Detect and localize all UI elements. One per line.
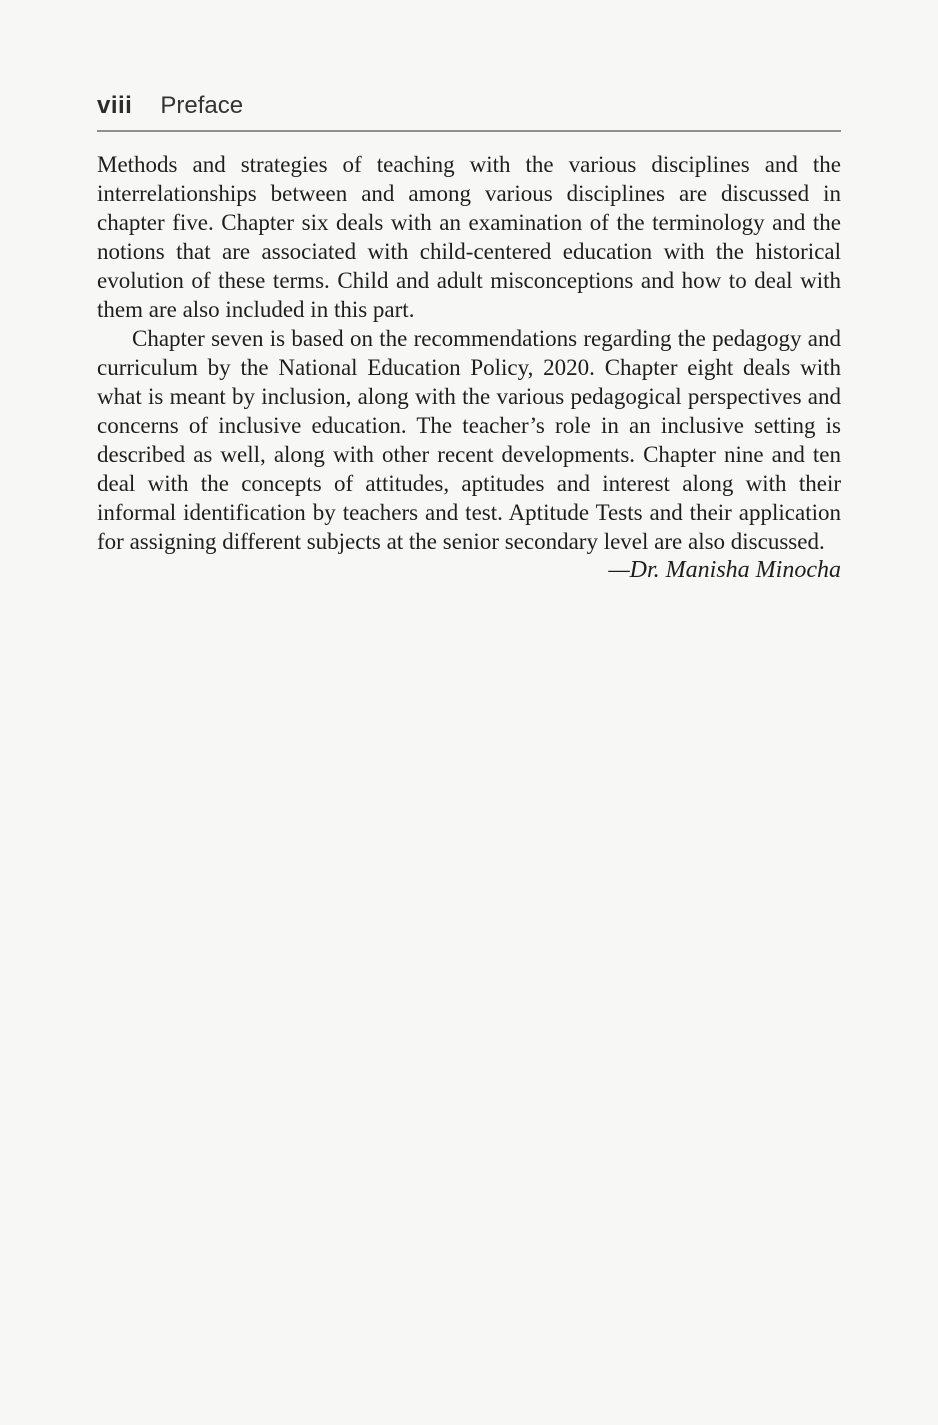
- page-number: viii: [97, 92, 133, 119]
- header-divider: [97, 130, 841, 132]
- preface-body: [97, 150, 841, 585]
- author-signature: —Dr. Manisha Minocha: [608, 557, 841, 583]
- paragraph: Chapter seven is based on the recommendations regarding the pedagogy and curriculum by the National Education Policy, 2020. Chapter eight deals with what is meant by inclusion, along with the various pedagogical perspectives and concerns of inclusive education. The teacher’s role in an inclusive setting is described as well, along with other recent developments. Chapter nine and ten deal with the concepts of attitudes, aptitudes and interest along with their informal identification by teachers and test. Aptitude Tests and their application for assigning different subjects at the senior secondary level are also discussed.: [97, 326, 841, 554]
- paragraph: Methods and strategies of teaching with the various disciplines and the interrelationships between and among various disciplines are discussed in chapter five. Chapter six deals with an examination of the terminology and the notions that are associated with child-centered education with the historical evolution of these terms. Child and adult misconceptions and how to deal with them are also included in this part.: [97, 152, 841, 322]
- running-header: [97, 92, 841, 120]
- chapter-title: Preface: [160, 92, 244, 119]
